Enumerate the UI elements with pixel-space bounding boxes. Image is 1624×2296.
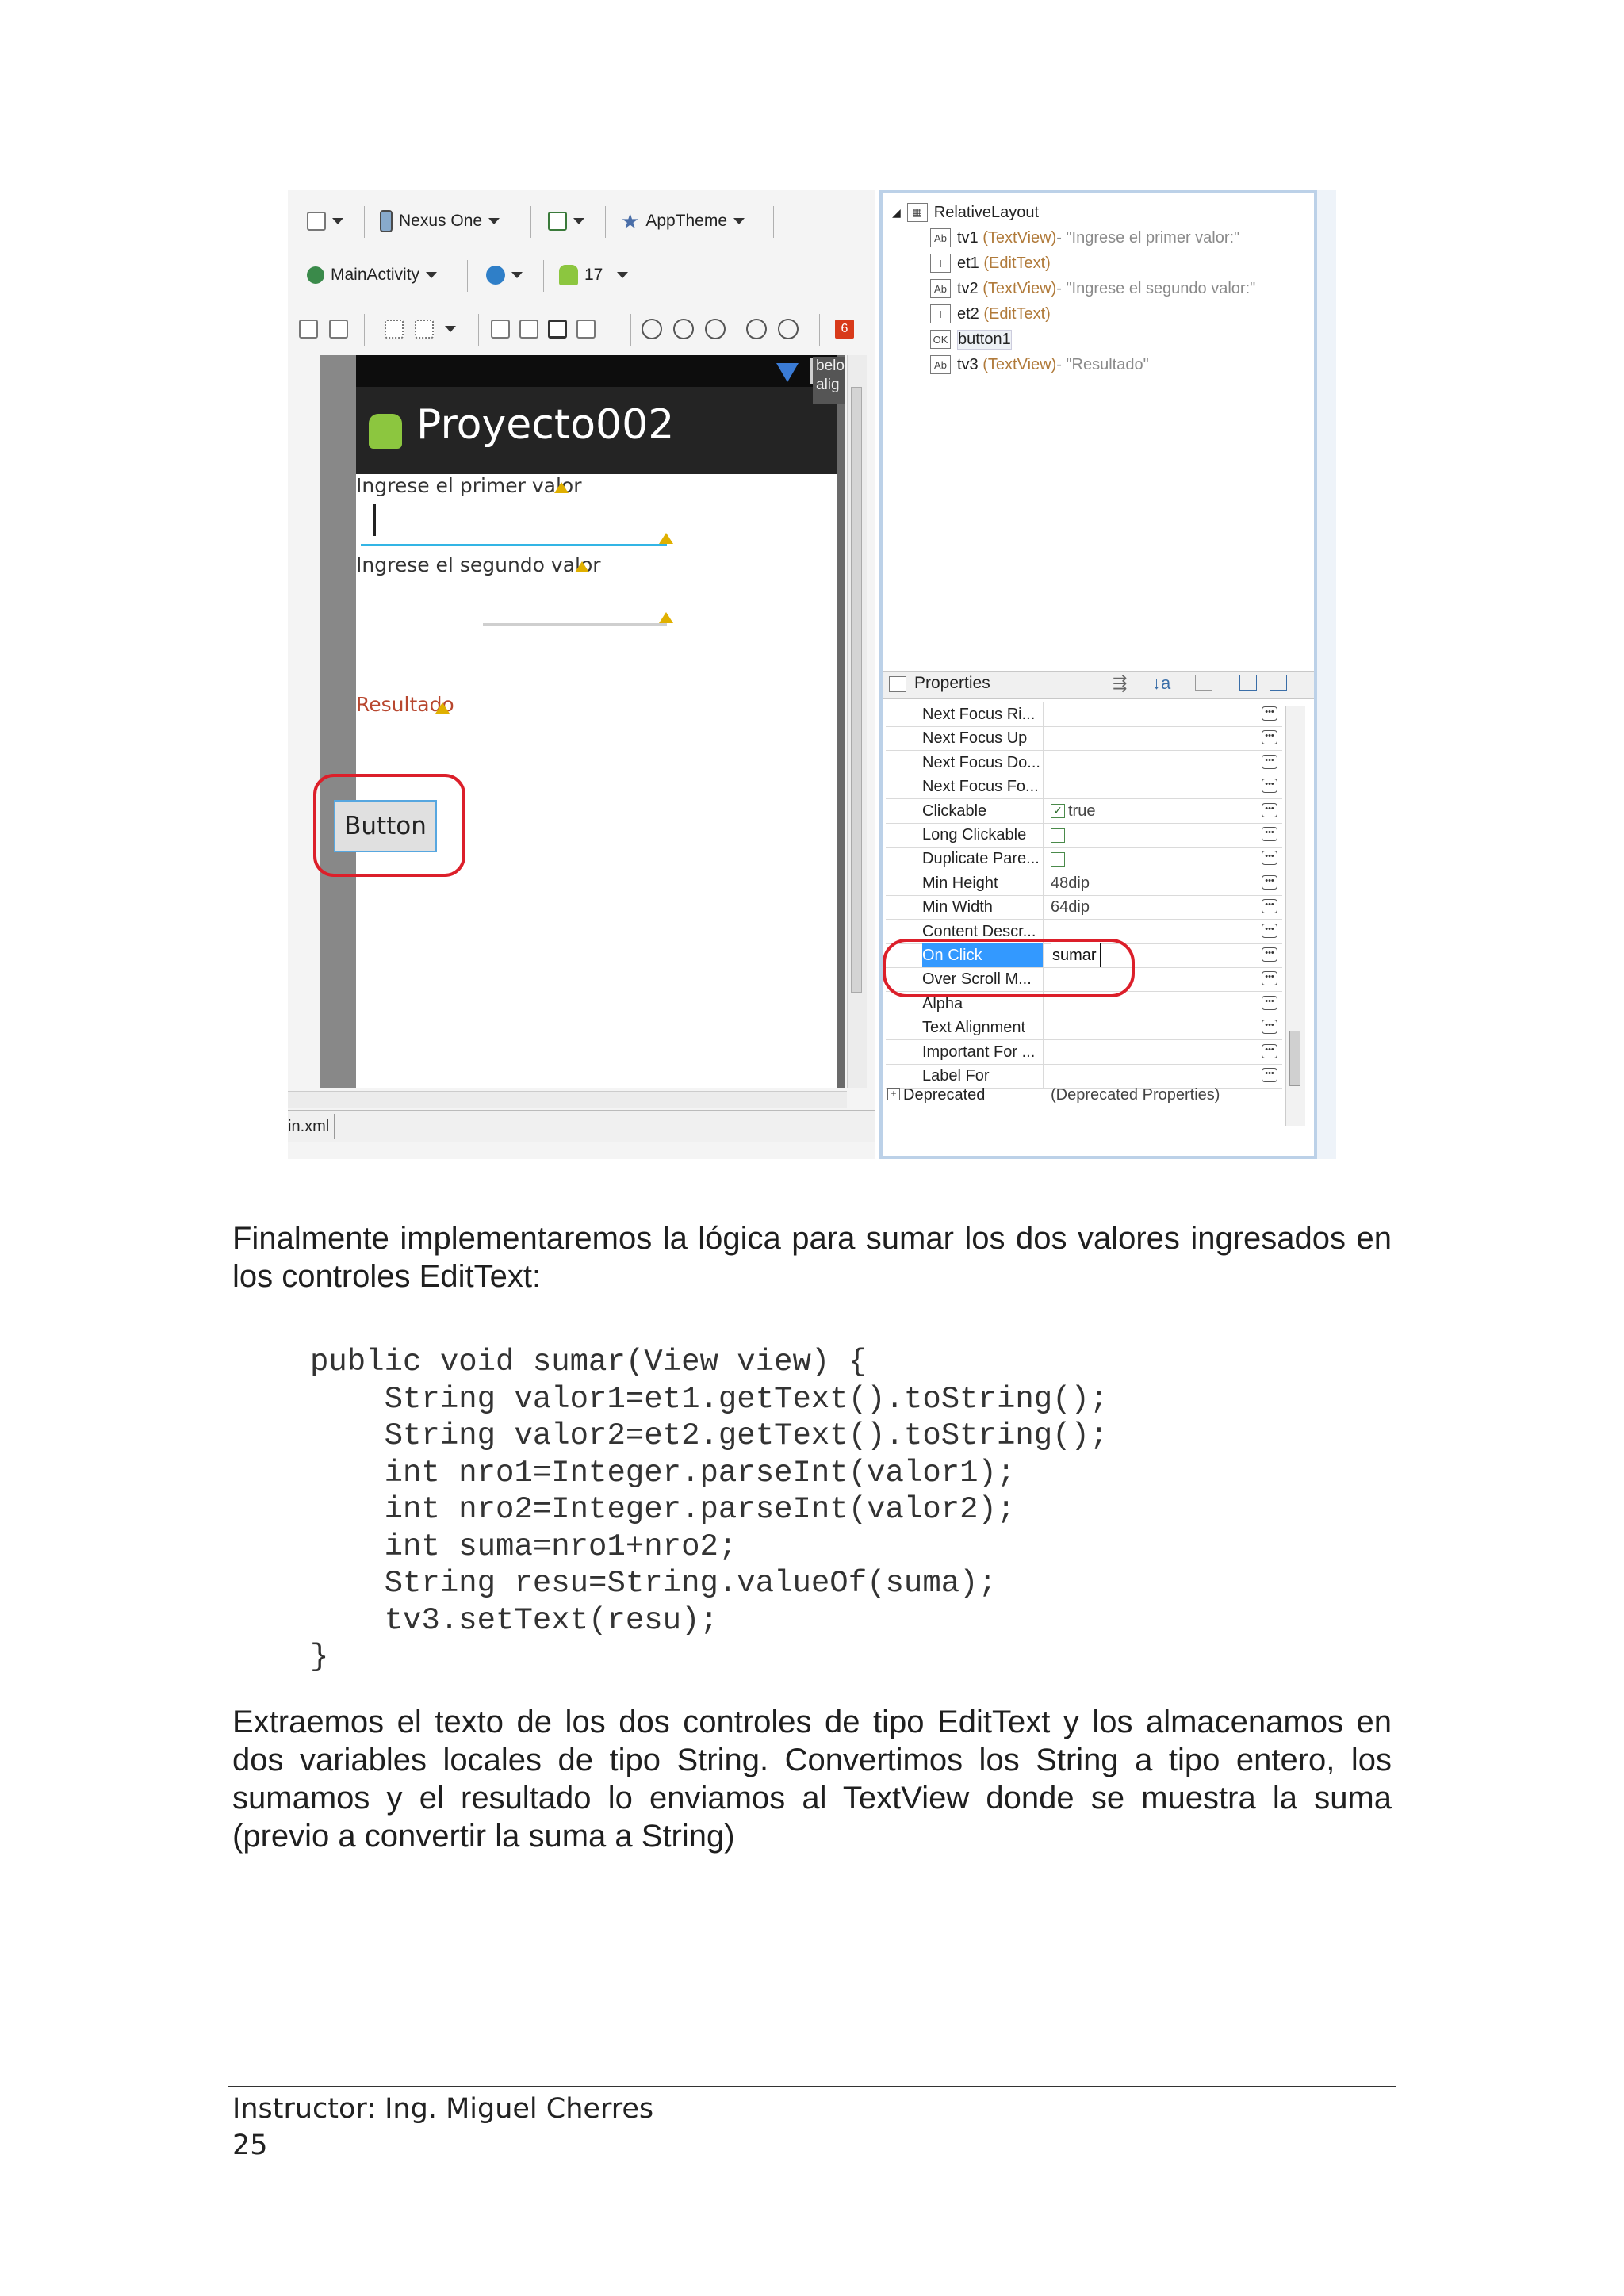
collapse-all-icon[interactable]: [1270, 675, 1287, 691]
ellipsis-button[interactable]: •••: [1262, 706, 1277, 721]
properties-title: Properties: [914, 674, 990, 692]
zoom-actions: [642, 314, 726, 344]
code-line: public void sumar(View view) {: [310, 1345, 868, 1380]
property-value[interactable]: [1051, 799, 1265, 823]
margin-actions: [385, 314, 456, 344]
footer-instructor: Instructor: Ing. Miguel Cherres: [232, 2093, 654, 2125]
zoom-fit-icon[interactable]: [642, 319, 662, 339]
ellipsis-button[interactable]: •••: [1262, 803, 1277, 817]
ellipsis-button[interactable]: •••: [1262, 971, 1277, 985]
outline-item-tv2[interactable]: [930, 276, 1255, 301]
property-row[interactable]: [886, 823, 1282, 848]
device-screen: [356, 355, 837, 1088]
ellipsis-button[interactable]: •••: [1262, 779, 1277, 793]
explanation-paragraph: Extraemos el texto de los dos controles de tipo EditText y los almacenamos en dos variables locales de tipo String. Convertimos los String a tipo entero, los sumamos y el resultado lo enviamos al TextView donde se muestra la suma (previo a convertir la suma a String): [232, 1705, 1392, 1854]
status-bar: [356, 355, 837, 387]
chevron-down-icon: [617, 272, 628, 278]
outline-item-type: (EditText): [979, 304, 1051, 323]
outline-item-id: et1: [957, 254, 979, 272]
property-name: Label For: [922, 1064, 1044, 1088]
fill-width-icon[interactable]: [299, 320, 318, 339]
outline-and-properties-panel: [879, 190, 1317, 1159]
activity-dropdown[interactable]: [307, 260, 437, 290]
ellipsis-button[interactable]: •••: [1262, 875, 1277, 890]
code-line: String valor1=et1.getText().toString();: [310, 1381, 1109, 1417]
designer-toolbar-row-3: [288, 303, 875, 355]
warning-icon: [435, 702, 450, 714]
vertical-scrollbar[interactable]: [847, 355, 867, 1088]
property-row[interactable]: [886, 751, 1282, 775]
api-level-dropdown[interactable]: [559, 260, 628, 290]
properties-scrollbar[interactable]: [1285, 706, 1305, 1126]
property-row[interactable]: [886, 895, 1282, 920]
property-value[interactable]: 48dip: [1051, 874, 1090, 892]
outline-item-tv1[interactable]: [930, 225, 1239, 251]
ellipsis-button[interactable]: •••: [1262, 1044, 1277, 1058]
device-name: Nexus One: [399, 212, 483, 230]
code-line: int nro1=Integer.parseInt(valor1);: [310, 1455, 1016, 1490]
property-value[interactable]: [1051, 823, 1265, 847]
intro-paragraph: Finalmente implementaremos la lógica para sumar los dos valores ingresados en los controles EditText:: [232, 1221, 1392, 1294]
chevron-down-icon: [573, 218, 584, 224]
property-name: On Click: [922, 943, 1044, 967]
hint-line-1: belo: [816, 358, 845, 374]
device-dropdown[interactable]: [380, 206, 500, 236]
outline-item-text: - "Resultado": [1056, 355, 1149, 373]
outline-root-label: RelativeLayout: [933, 203, 1040, 221]
zoom-in-icon[interactable]: [778, 319, 799, 339]
xml-file-tab[interactable]: in.xml: [288, 1114, 335, 1139]
warning-icon: [554, 482, 569, 493]
property-value[interactable]: [1051, 1016, 1265, 1039]
rotate-icon: [548, 212, 567, 231]
outline-item-id: et2: [957, 304, 979, 323]
property-row[interactable]: [886, 726, 1282, 751]
deprecated-row[interactable]: [886, 1083, 1282, 1107]
graphical-layout-designer: [288, 190, 875, 1159]
android-app-icon: [369, 414, 402, 449]
signal-icon: [776, 363, 799, 382]
expand-triangle-icon[interactable]: ◢: [892, 205, 901, 219]
result-label[interactable]: Resultado: [356, 693, 454, 716]
zoom-in-out: [746, 314, 799, 344]
zoom-out-icon[interactable]: [746, 319, 767, 339]
chevron-down-icon: [426, 272, 437, 278]
activity-icon: [307, 266, 324, 284]
property-row[interactable]: [886, 702, 1282, 727]
property-value[interactable]: [1051, 726, 1265, 750]
android-icon: [559, 265, 578, 285]
onclick-highlight-circle: [883, 939, 1135, 997]
property-value[interactable]: [1051, 775, 1265, 798]
locale-dropdown[interactable]: [486, 260, 523, 290]
property-name: Duplicate Pare...: [922, 847, 1044, 871]
document-icon: [307, 212, 326, 231]
hint-line-2: alig: [816, 377, 840, 393]
outline-item-type: (TextView): [978, 279, 1057, 297]
code-line: int nro2=Integer.parseInt(valor2);: [310, 1492, 1016, 1527]
textview-icon: Ab: [930, 355, 951, 374]
ellipsis-button[interactable]: •••: [1262, 924, 1277, 938]
layout-actions: [299, 314, 348, 344]
ellipsis-button[interactable]: •••: [1262, 755, 1277, 769]
property-name: Min Width: [922, 895, 1044, 919]
code-line: tv3.setText(resu);: [310, 1602, 718, 1638]
deprecated-name: Deprecated: [903, 1086, 986, 1104]
warning-icon: [659, 533, 673, 544]
advanced-icon[interactable]: [1195, 675, 1212, 691]
chevron-down-icon[interactable]: [445, 326, 456, 332]
checkbox[interactable]: ✓: [1051, 804, 1065, 818]
property-row[interactable]: [886, 799, 1282, 824]
eclipse-layout-editor-screenshot: [288, 190, 1336, 1159]
ellipsis-button[interactable]: •••: [1262, 1020, 1277, 1034]
property-value[interactable]: sumar: [1051, 943, 1101, 967]
margins-icon[interactable]: [385, 320, 404, 339]
property-name: Text Alignment: [922, 1016, 1044, 1039]
edittext-icon: I: [930, 254, 951, 273]
chevron-down-icon: [733, 218, 745, 224]
view-actions: [491, 314, 596, 344]
chevron-down-icon: [511, 272, 523, 278]
activity-name: MainActivity: [331, 266, 420, 284]
property-row[interactable]: [886, 871, 1282, 896]
code-line: String resu=String.valueOf(suma);: [310, 1566, 997, 1601]
property-name: Content Descr...: [922, 920, 1044, 943]
designer-toolbar-row-1: [288, 195, 875, 247]
outline-item-type: (TextView): [978, 355, 1057, 373]
property-row[interactable]: [886, 1016, 1282, 1040]
property-name: Min Height: [922, 871, 1044, 895]
property-name: Next Focus Do...: [922, 751, 1044, 775]
filter-icon[interactable]: ⇶: [1113, 673, 1128, 693]
panel-border: [1317, 190, 1336, 1159]
star-icon: ★: [621, 209, 640, 233]
checkbox[interactable]: [1051, 852, 1065, 867]
outline-root[interactable]: [892, 200, 1039, 225]
property-value[interactable]: 64dip: [1051, 898, 1090, 916]
checkbox-label: true: [1068, 802, 1096, 820]
code-line: int suma=nro1+nro2;: [310, 1529, 737, 1564]
designer-toolbar-row-2: [288, 249, 875, 301]
textview-icon: Ab: [930, 279, 951, 298]
textview-icon: Ab: [930, 228, 951, 247]
expand-icon[interactable]: +: [887, 1088, 900, 1100]
theme-dropdown[interactable]: [621, 206, 745, 236]
ellipsis-button[interactable]: •••: [1262, 899, 1277, 913]
property-row[interactable]: [886, 775, 1282, 799]
app-title: Proyecto002: [416, 401, 675, 449]
code-line: String valor2=et2.getText().toString();: [310, 1418, 1109, 1453]
ellipsis-button[interactable]: •••: [1262, 730, 1277, 744]
scroll-thumb[interactable]: [851, 387, 862, 993]
property-value[interactable]: [1051, 1040, 1265, 1064]
property-name: Alpha: [922, 992, 1044, 1016]
layout-config-dropdown[interactable]: [307, 206, 343, 236]
outline-item-id: tv2: [957, 279, 979, 297]
relative-layout-icon: ▦: [907, 203, 928, 222]
ellipsis-button[interactable]: •••: [1262, 851, 1277, 865]
code-block: [310, 1344, 1108, 1676]
horizontal-scrollbar[interactable]: [288, 1091, 847, 1108]
editor-tab-bar: [288, 1110, 875, 1142]
label-second-value[interactable]: Ingrese el segundo valor: [356, 553, 601, 576]
ellipsis-button[interactable]: •••: [1262, 996, 1277, 1010]
outline-item-text: - "Ingrese el segundo valor:": [1056, 279, 1256, 297]
zoom-100-icon[interactable]: [705, 319, 726, 339]
palette-hint: [813, 357, 845, 404]
ellipsis-button[interactable]: •••: [1262, 827, 1277, 841]
property-name: Next Focus Up: [922, 726, 1044, 750]
vertical-icon[interactable]: [519, 320, 538, 339]
clip-icon[interactable]: [576, 320, 596, 339]
outline-item-id: tv3: [957, 355, 979, 373]
sort-icon[interactable]: ↓a: [1152, 673, 1171, 693]
outline-item-button1[interactable]: [930, 327, 1012, 352]
checkbox[interactable]: [1051, 828, 1065, 843]
property-value[interactable]: [1051, 702, 1265, 726]
edittext-et2[interactable]: [483, 623, 667, 626]
outline-item-id: tv1: [957, 228, 979, 247]
chevron-down-icon: [332, 218, 343, 224]
outline-item-et2[interactable]: [930, 301, 1051, 327]
footer-rule: [228, 2086, 1396, 2087]
outline-item-tv3[interactable]: [930, 352, 1149, 377]
edittext-icon: I: [930, 304, 951, 323]
text-cursor: [373, 504, 376, 536]
orientation-dropdown[interactable]: [548, 206, 584, 236]
outline-item-text: - "Ingrese el primer valor:": [1056, 228, 1240, 247]
property-row[interactable]: [886, 847, 1282, 871]
screen-edge: [837, 355, 845, 1088]
device-preview: [320, 355, 845, 1088]
emulate-size-icon[interactable]: [548, 320, 567, 339]
property-name: Long Clickable: [922, 823, 1044, 847]
scroll-thumb[interactable]: [1289, 1031, 1300, 1086]
properties-header: [883, 671, 1314, 699]
property-name: Important For ...: [922, 1040, 1044, 1064]
outline-item-type: (EditText): [979, 254, 1051, 272]
warning-icon: [575, 561, 589, 572]
globe-icon: [486, 266, 505, 285]
edittext-et1[interactable]: [361, 544, 667, 546]
baseline-icon[interactable]: [491, 320, 510, 339]
property-name: Over Scroll M...: [922, 967, 1044, 991]
property-name: Next Focus Fo...: [922, 775, 1044, 798]
deprecated-value: (Deprecated Properties): [1051, 1086, 1220, 1104]
outline-item-et1[interactable]: [930, 251, 1051, 276]
highlight-circle: [313, 774, 465, 877]
error-count: 6: [835, 320, 854, 339]
page-number: 25: [232, 2130, 268, 2161]
outline-item-type: (TextView): [978, 228, 1057, 247]
label-first-value[interactable]: Ingrese el primer valor: [356, 474, 582, 497]
api-level: 17: [584, 266, 603, 284]
property-row[interactable]: [886, 1040, 1282, 1065]
property-value[interactable]: [1051, 751, 1265, 775]
button-icon: OK: [930, 330, 951, 349]
fill-height-icon[interactable]: [329, 320, 348, 339]
property-value[interactable]: [1051, 847, 1265, 871]
ellipsis-button[interactable]: •••: [1262, 1068, 1277, 1082]
code-line: }: [310, 1640, 329, 1674]
warning-icon: [659, 612, 673, 623]
theme-name: AppTheme: [645, 212, 728, 230]
button1-widget[interactable]: Button: [334, 800, 437, 852]
gravity-icon[interactable]: [415, 320, 434, 339]
ellipsis-button[interactable]: •••: [1262, 947, 1277, 962]
zoom-actual-icon[interactable]: [673, 319, 694, 339]
property-name: Clickable: [922, 799, 1044, 823]
property-name: Next Focus Ri...: [922, 702, 1044, 726]
properties-icon: [889, 676, 906, 692]
expand-all-icon[interactable]: [1239, 675, 1257, 691]
chevron-down-icon: [488, 218, 500, 224]
phone-icon: [380, 210, 393, 232]
error-badge[interactable]: [835, 314, 854, 344]
outline-item-id: button1: [958, 330, 1011, 348]
